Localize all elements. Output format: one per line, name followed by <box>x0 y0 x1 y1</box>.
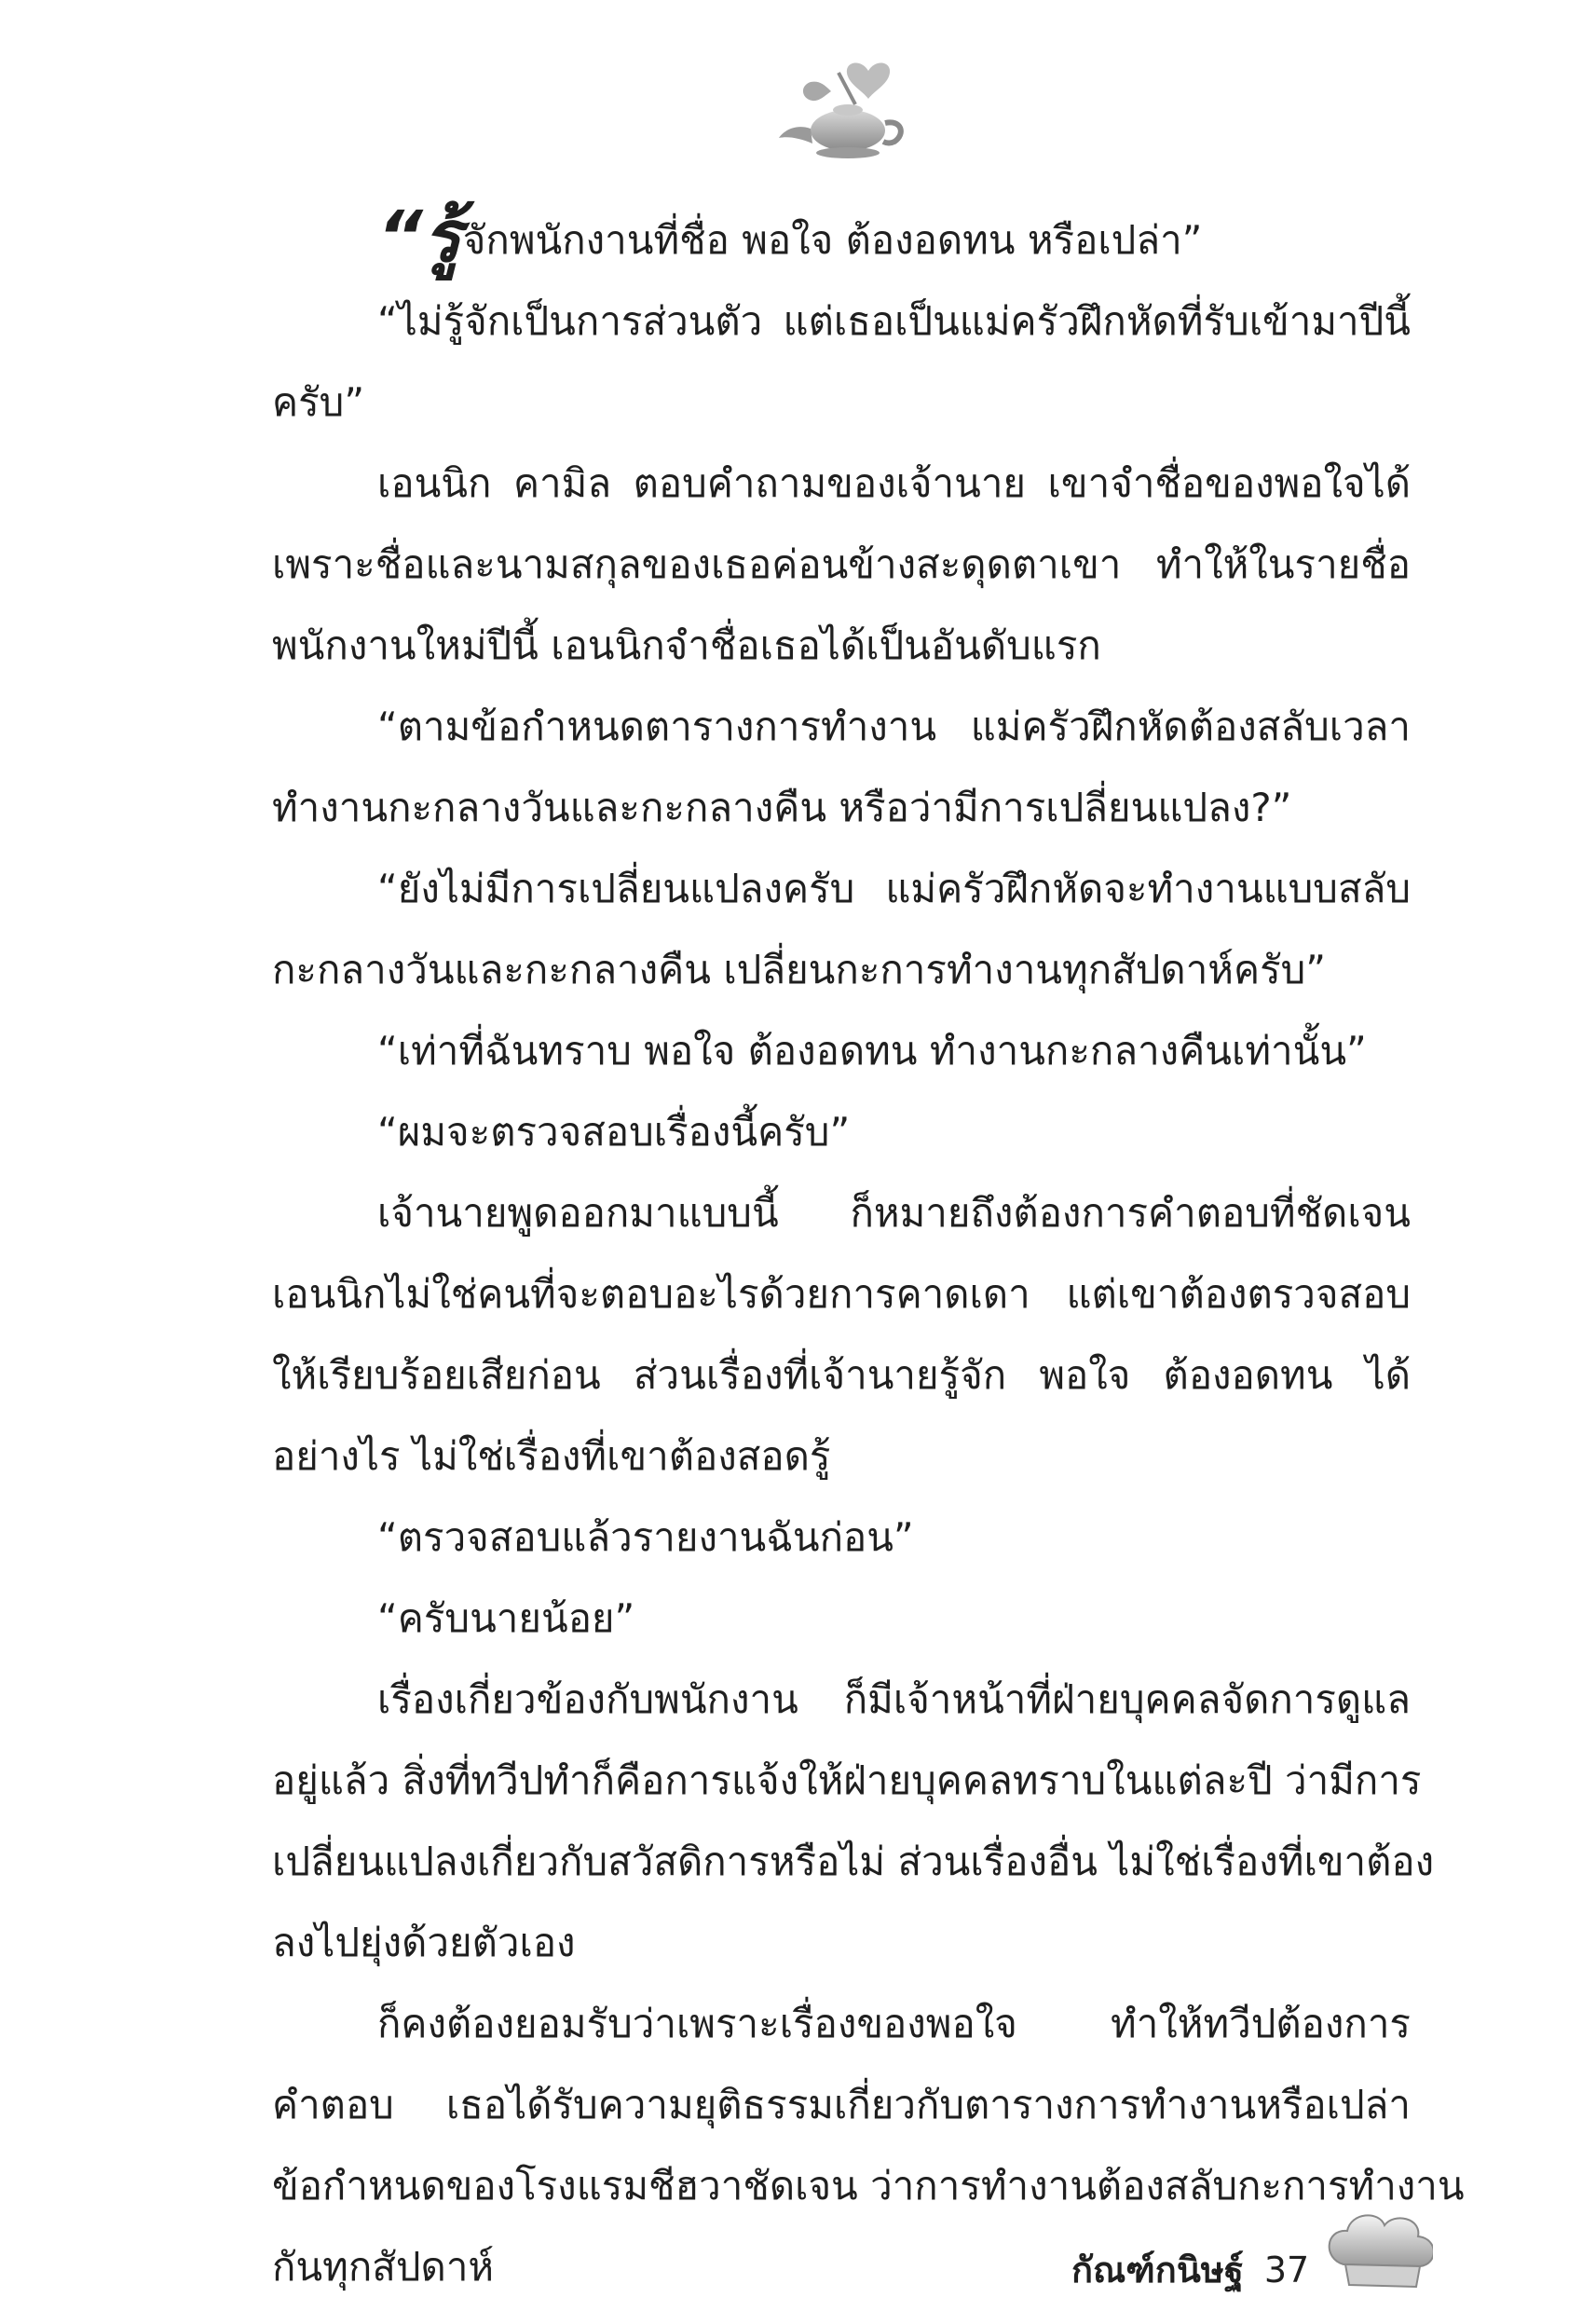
text-line: กันทุกสัปดาห์ <box>272 2244 495 2290</box>
teapot-ornament-icon <box>773 54 913 164</box>
text-line: “ผมจะตรวจสอบเรื่องนี้ครับ” <box>377 1109 851 1155</box>
text-line <box>272 195 1411 280</box>
text-line: “ตามข้อกำหนดตารางการทำงาน แม่ครัวฝึกหัดต้องสลับเวลา <box>377 704 1411 749</box>
text-line: เจ้านายพูดออกมาแบบนี้ ก็หมายถึงต้องการคำตอบที่ชัดเจน <box>377 1190 1411 1236</box>
page-footer <box>1071 2241 1309 2298</box>
text-line: ลงไปยุ่งด้วยตัวเอง <box>272 1920 576 1965</box>
text-line: “ครับนายน้อย” <box>377 1595 635 1641</box>
text-line: “ยังไม่มีการเปลี่ยนแปลงครับ แม่ครัวฝึกหัดจะทำงานแบบสลับ <box>377 866 1411 911</box>
text-line: ครับ” <box>272 379 365 425</box>
text-line: เพราะชื่อและนามสกุลของเธอค่อนข้างสะดุดตาเขา ทำให้ในรายชื่อ <box>272 541 1411 587</box>
book-title: กัณฑ์กนิษฐ์ <box>1071 2249 1244 2290</box>
text-line: เรื่องเกี่ยวข้องกับพนักงาน ก็มีเจ้าหน้าที่ฝ่ายบุคคลจัดการดูแล <box>377 1676 1411 1722</box>
page-number: 37 <box>1263 2249 1310 2290</box>
text-line: “เท่าที่ฉันทราบ พอใจ ต้องอดทน ทำงานกะกลางคืนเท่านั้น” <box>377 1028 1367 1073</box>
text-line: “ตรวจสอบแล้วรายงานฉันก่อน” <box>377 1514 914 1560</box>
text-line: คำตอบ เธอได้รับความยุติธรรมเกี่ยวกับตารางการทำงานหรือเปล่า <box>272 2082 1411 2127</box>
text-line: เอนนิก คามิล ตอบคำถามของเจ้านาย เขาจำชื่อของพอใจได้ <box>377 460 1411 506</box>
text-line: อย่างไร ไม่ใช่เรื่องที่เขาต้องสอดรู้ <box>272 1433 831 1479</box>
text-line: “ไม่รู้จักเป็นการส่วนตัว แต่เธอเป็นแม่ครัวฝึกหัดที่รับเข้ามาปีนี้ <box>377 298 1411 344</box>
text-line: ทำงานกะกลางวันและกะกลางคืน หรือว่ามีการเปลี่ยนแปลง?” <box>272 785 1292 830</box>
text-line: ข้อกำหนดของโรงแรมชีฮวาชัดเจน ว่าการทำงานต้องสลับกะการทำงาน <box>272 2163 1465 2208</box>
text-line: กะกลางวันและกะกลางคืน เปลี่ยนกะการทำงานทุกสัปดาห์ครับ” <box>272 947 1327 992</box>
text-line: ให้เรียบร้อยเสียก่อน ส่วนเรื่องที่เจ้านายรู้จัก พอใจ ต้องอดทน ได้ <box>272 1352 1411 1398</box>
body-text <box>272 195 1465 2307</box>
text-line: ก็คงต้องยอมรับว่าเพราะเรื่องของพอใจ ทำให้ทวีปต้องการ <box>377 2001 1411 2046</box>
text-line: พนักงานใหม่ปีนี้ เอนนิกจำชื่อเธอได้เป็นอันดับแรก <box>272 622 1101 668</box>
chef-hat-icon <box>1323 2210 1433 2294</box>
text-line: อยู่แล้ว สิ่งที่ทวีปทำก็คือการแจ้งให้ฝ่ายบุคคลทราบในแต่ละปี ว่ามีการ <box>272 1757 1422 1803</box>
text-line-content: จักพนักงานที่ชื่อ พอใจ ต้องอดทน หรือเปล่า” <box>462 217 1203 263</box>
drop-cap: “รู้ <box>377 195 461 278</box>
text-line: เอนนิกไม่ใช่คนที่จะตอบอะไรด้วยการคาดเดา แต่เขาต้องตรวจสอบ <box>272 1271 1411 1317</box>
text-line: เปลี่ยนแปลงเกี่ยวกับสวัสดิการหรือไม่ ส่วนเรื่องอื่น ไม่ใช่เรื่องที่เขาต้อง <box>272 1839 1435 1884</box>
